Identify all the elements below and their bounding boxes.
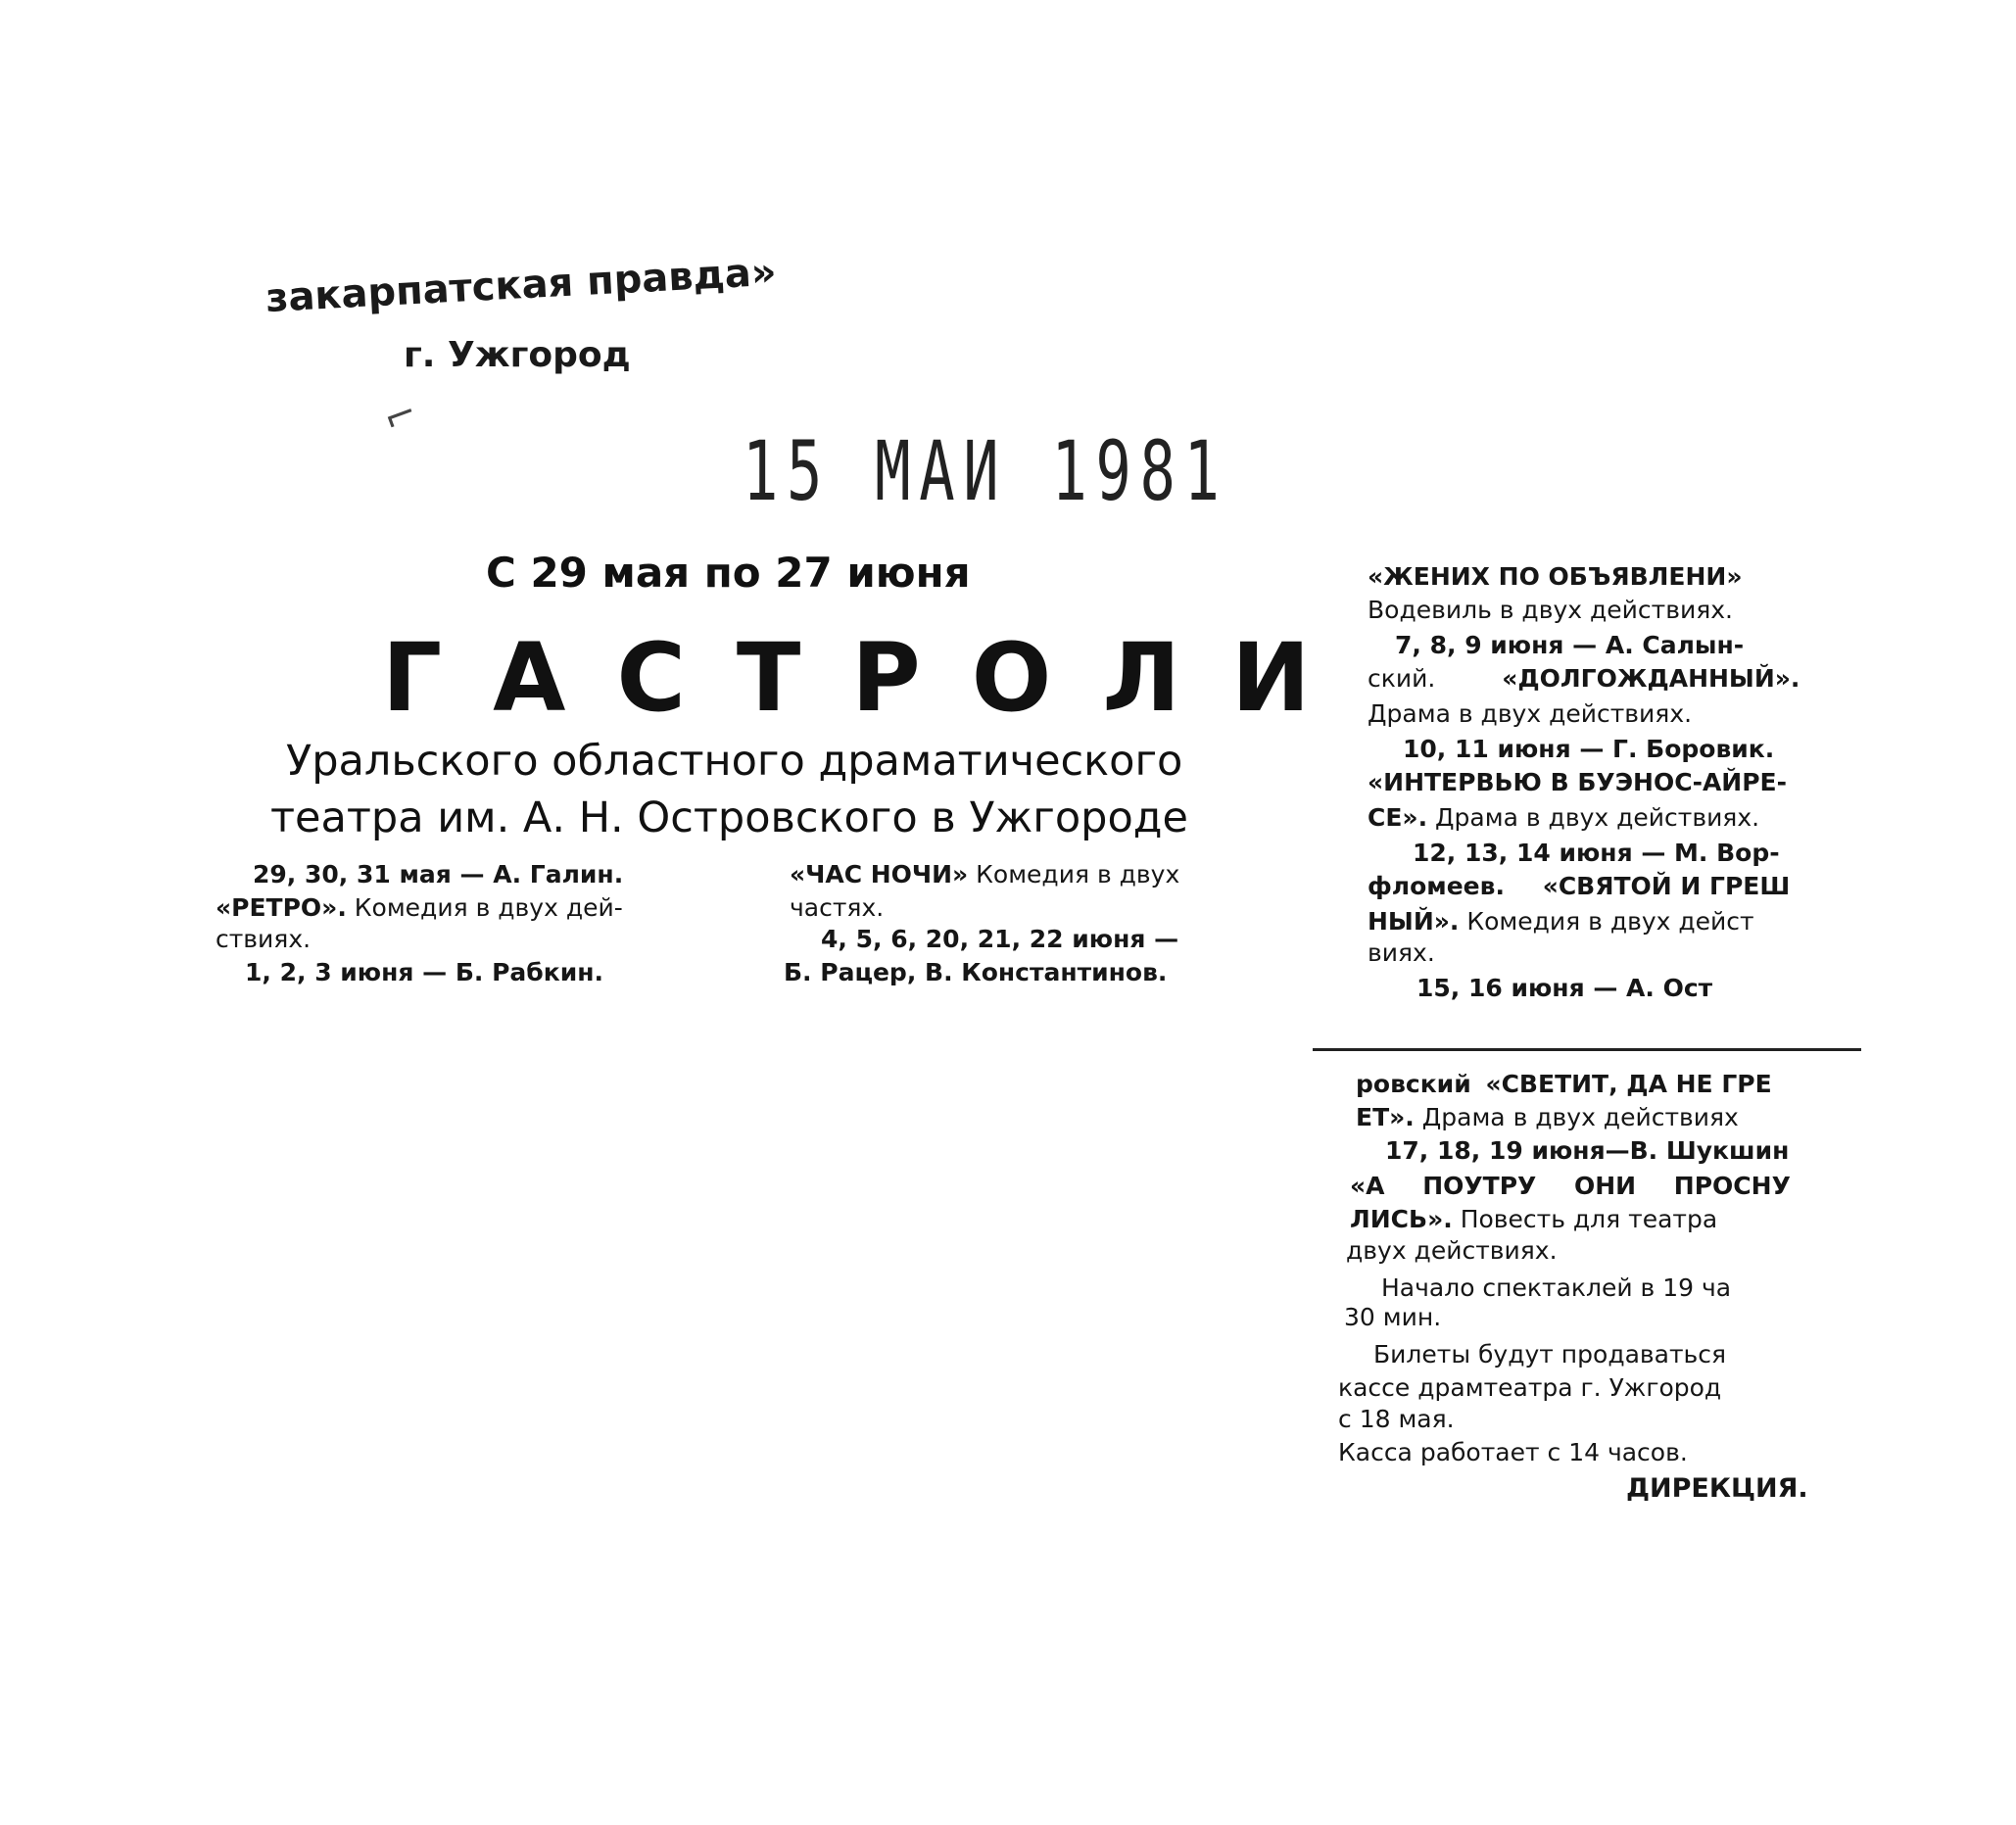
col1-line-4: 1, 2, 3 июня — Б. Рабкин.	[245, 958, 604, 986]
play-genre: Драма в двух действиях.	[1427, 803, 1760, 832]
author-tail: ровский	[1356, 1070, 1471, 1098]
col4-line-2	[1356, 1103, 1739, 1131]
play-title-svetit: «СВЕТИТ, ДА НЕ ГРЕ	[1485, 1070, 1772, 1098]
col4-line-7: Начало спектаклей в 19 ча	[1381, 1273, 1732, 1302]
col4-line-10: кассе драмтеатра г. Ужгород	[1338, 1373, 1722, 1402]
col4-line-4: «А ПОУТРУ ОНИ ПРОСНУ	[1350, 1172, 1791, 1200]
play-genre: Драма в двух действиях	[1414, 1103, 1739, 1131]
play-genre: Комедия в двух дейст	[1459, 907, 1754, 936]
col4-line-6: двух действиях.	[1346, 1236, 1558, 1265]
col1-line-1: 29, 30, 31 мая — А. Галин.	[253, 860, 624, 888]
col4-line-11: с 18 мая.	[1338, 1405, 1455, 1433]
col3-line-10	[1368, 872, 1790, 900]
signature-direktsiya: ДИРЕКЦИЯ.	[1626, 1473, 1808, 1504]
play-genre: Комедия в двух дей-	[346, 893, 623, 922]
play-title-dolgozhdanny: «ДОЛГОЖДАННЫЙ».	[1502, 664, 1800, 693]
col3-line-6: 10, 11 июня — Г. Боровик.	[1403, 735, 1775, 763]
col3-line-9: 12, 13, 14 июня — М. Вор-	[1413, 839, 1780, 867]
col3-line-11	[1368, 907, 1754, 936]
col3-line-12: виях.	[1368, 938, 1435, 967]
col4-line-8: 30 мин.	[1344, 1303, 1442, 1331]
subtitle-line-1: Уральского областного драматического	[286, 737, 1183, 786]
col4-line-12: Касса работает с 14 часов.	[1338, 1438, 1688, 1466]
col4-line-5	[1350, 1205, 1717, 1233]
col3-line-7: «ИНТЕРВЬЮ В БУЭНОС-АЙРЕ-	[1368, 768, 1787, 796]
play-title-tail: НЫЙ».	[1368, 907, 1460, 936]
col2-line-3: 4, 5, 6, 20, 21, 22 июня —	[821, 925, 1179, 953]
col4-line-9: Билеты будут продаваться	[1373, 1340, 1727, 1369]
col2-line-2: частях.	[790, 893, 885, 922]
col4-line-1	[1356, 1070, 1772, 1098]
col3-line-8	[1368, 803, 1759, 832]
col2-line-4: Б. Рацер, В. Константинов.	[784, 958, 1168, 986]
col3-line-1: «ЖЕНИХ ПО ОБЪЯВЛЕНИ»	[1368, 562, 1743, 591]
play-genre: Повесть для театра	[1452, 1205, 1718, 1233]
col3-line-2: Водевиль в двух действиях.	[1368, 596, 1733, 624]
author-tail: фломеев.	[1368, 872, 1505, 900]
play-genre: Комедия в двух	[968, 860, 1180, 888]
heading-gastroli: ГАСТРОЛИ	[382, 623, 1362, 733]
newspaper-stamp: закарпатская правда»	[264, 249, 778, 321]
play-title-chas-nochi: «ЧАС НОЧИ»	[790, 860, 969, 888]
col2-line-1	[790, 860, 1179, 888]
col3-line-5: Драма в двух действиях.	[1368, 699, 1693, 728]
col1-line-2	[216, 893, 623, 922]
play-title-tail: СЕ».	[1368, 803, 1428, 832]
date-stamp: 15 МАИ 1981	[743, 423, 1228, 519]
col3-line-3: 7, 8, 9 июня — А. Салын-	[1395, 631, 1745, 659]
col4-line-3: 17, 18, 19 июня—В. Шукшин	[1385, 1136, 1790, 1165]
play-title-retro: «РЕТРО».	[216, 893, 347, 922]
col3-line-13: 15, 16 июня — А. Ост	[1416, 974, 1713, 1002]
col1-line-3: ствиях.	[216, 925, 312, 953]
tour-dates: С 29 мая по 27 июня	[486, 549, 971, 597]
play-title-tail: ЕТ».	[1356, 1103, 1415, 1131]
column-divider	[1313, 1048, 1861, 1051]
city-stamp: г. Ужгород	[404, 335, 631, 375]
pencil-mark: ⌐	[377, 389, 424, 444]
subtitle-line-2: театра им. А. Н. Островского в Ужгороде	[270, 793, 1188, 842]
author-tail: ский.	[1368, 664, 1436, 693]
col3-line-4	[1368, 664, 1800, 693]
play-title-svyatoy: «СВЯТОЙ И ГРЕШ	[1542, 872, 1791, 900]
play-title-tail: ЛИСЬ».	[1350, 1205, 1453, 1233]
